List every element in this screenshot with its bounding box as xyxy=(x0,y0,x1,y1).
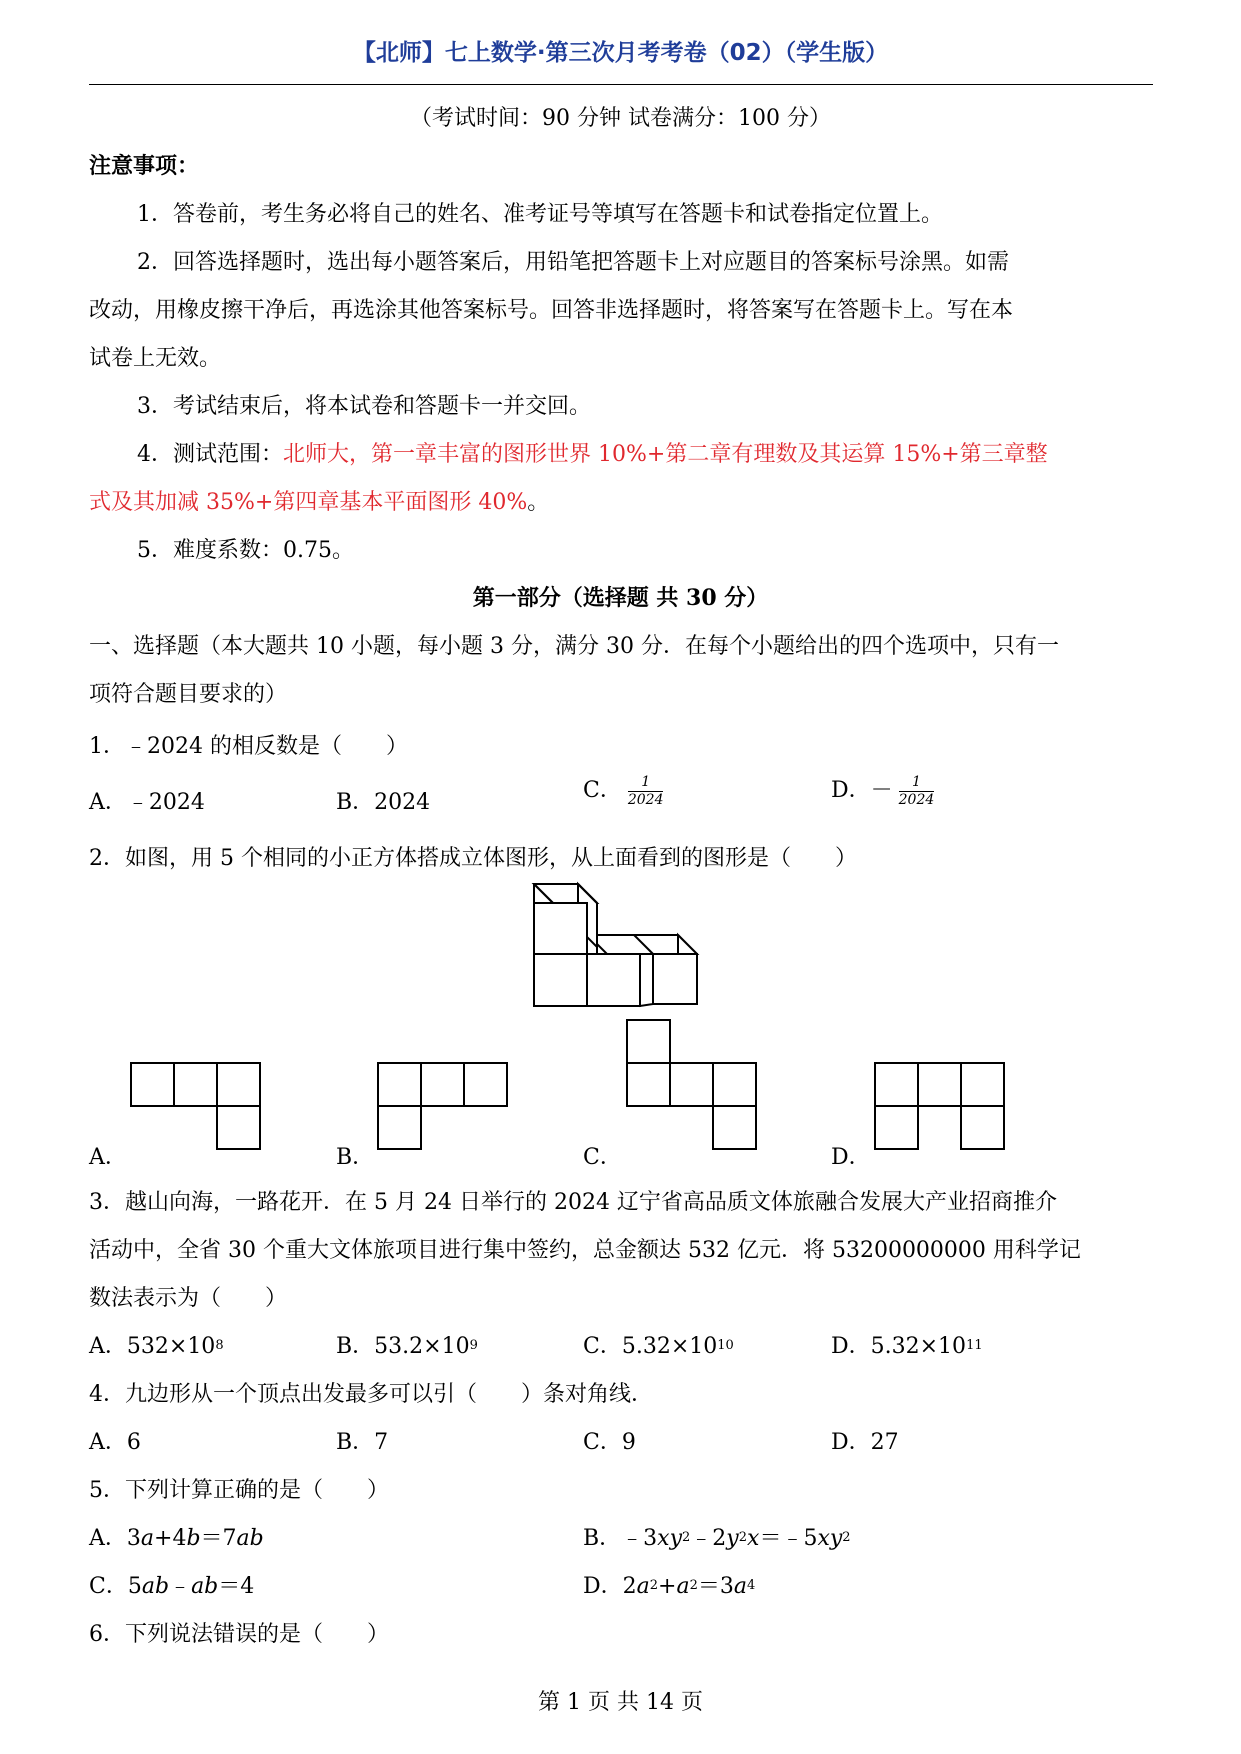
q1-option-a: A．﹣2024 xyxy=(89,790,205,815)
fraction-numerator: 1 xyxy=(899,774,935,792)
q3-option-d-base: D．5.32×10 xyxy=(831,1334,967,1359)
q5-option-d: D．$2a^2+a^2=3a^4$ xyxy=(583,1574,756,1599)
q4-option-c: C．9 xyxy=(583,1430,636,1455)
q3-stem-line-3: 数法表示为（ ） xyxy=(89,1286,288,1311)
q3-option-c-exponent: 10 xyxy=(717,1338,734,1353)
q3-stem-line-2: 活动中，全省 30 个重大文体旅项目进行集中签约，总金额达 532 亿元．将 53200000000 用科学记 xyxy=(89,1238,1081,1263)
fraction-numerator: 1 xyxy=(628,774,664,792)
notes-item-4-suffix: 。 xyxy=(527,490,550,515)
notes-heading: 注意事项： xyxy=(89,153,200,179)
q3-option-b-exponent: 9 xyxy=(469,1338,478,1353)
notes-item-5: 5．难度系数：0.75。 xyxy=(137,538,354,563)
q2-stem: 2．如图，用 5 个相同的小正方体搭成立体图形，从上面看到的图形是（ ） xyxy=(89,846,857,871)
q3-option-a xyxy=(89,1329,224,1360)
notes-item-4-prefix: 4．测试范围： xyxy=(137,442,283,467)
q3-option-a-base: A．532×10 xyxy=(89,1334,216,1359)
q4-option-b: B．7 xyxy=(336,1430,389,1455)
q1-option-d-label: D．－ xyxy=(831,778,893,803)
notes-item-2-line-1: 2．回答选择题时，选出每小题答案后，用铅笔把答题卡上对应题目的答案标号涂黑。如需 xyxy=(137,250,1010,275)
q6-stem: 6．下列说法错误的是（ ） xyxy=(89,1622,389,1647)
page-header-title: 【北师】七上数学·第三次月考考卷（02）（学生版） xyxy=(352,40,889,66)
q2-option-a-figure xyxy=(131,1063,260,1149)
notes-item-1: 1．答卷前，考生务必将自己的姓名、准考证号等填写在答题卡和试卷指定位置上。 xyxy=(137,202,943,227)
q2-option-c: C． xyxy=(583,1145,622,1170)
notes-item-2-line-3: 试卷上无效。 xyxy=(89,346,222,371)
test-scope-text: 北师大，第一章丰富的图形世界 10%+第二章有理数及其运算 15%+第三章整 xyxy=(283,442,1048,467)
test-scope-text-2: 式及其加减 35%+第四章基本平面图形 40% xyxy=(89,490,528,515)
q3-option-c-base: C．5.32×10 xyxy=(583,1334,718,1359)
q2-option-c-figure xyxy=(627,1020,756,1149)
q2-option-d-figure xyxy=(875,1063,1004,1149)
q2-option-b-figure xyxy=(378,1063,507,1149)
q3-option-d-exponent: 11 xyxy=(966,1338,983,1353)
q1-option-b: B．2024 xyxy=(336,790,431,815)
q2-option-a: A． xyxy=(89,1145,127,1170)
part1-title: 第一部分（选择题 共 30 分） xyxy=(472,585,769,611)
q1-stem: 1．﹣2024 的相反数是（ ） xyxy=(89,734,408,759)
q4-stem: 4．九边形从一个顶点出发最多可以引（ ）条对角线． xyxy=(89,1382,653,1407)
part1-intro-line-2: 项符合题目要求的） xyxy=(89,682,288,707)
q1-option-c-label: C． xyxy=(583,778,622,803)
q3-option-b xyxy=(336,1329,478,1360)
q4-option-a: A．6 xyxy=(89,1430,141,1455)
q3-option-a-exponent: 8 xyxy=(215,1338,224,1353)
notes-item-3: 3．考试结束后，将本试卷和答题卡一并交回。 xyxy=(137,394,591,419)
q3-option-c xyxy=(583,1329,734,1360)
part1-intro-line-1: 一、选择题（本大题共 10 小题，每小题 3 分，满分 30 分．在每个小题给出的四个选项中，只有一 xyxy=(89,634,1059,659)
q2-option-d: D． xyxy=(831,1145,871,1170)
q5-option-c: C．5ab﹣ab＝4 xyxy=(89,1574,255,1599)
q2-option-b: B． xyxy=(336,1145,375,1170)
q4-option-d: D．27 xyxy=(831,1430,899,1455)
q5-option-b: B．$﹣3xy^2﹣2y^2x=﹣5xy^2$ xyxy=(583,1526,851,1551)
q5-stem: 5．下列计算正确的是（ ） xyxy=(89,1478,389,1503)
q3-option-b-base: B．53.2×10 xyxy=(336,1334,470,1359)
page-footer: 第 1 页 共 14 页 xyxy=(538,1690,703,1715)
q3-option-d xyxy=(831,1329,983,1360)
fraction-denominator: 2024 xyxy=(627,791,664,808)
fraction-denominator: 2024 xyxy=(898,791,935,808)
q3-stem-line-1: 3．越山向海，一路花开．在 5 月 24 日举行的 2024 辽宁省高品质文体旅融合发展大产业招商推介 xyxy=(89,1190,1057,1215)
q5-option-a: A．3a+4b＝7ab xyxy=(89,1526,264,1551)
notes-item-2-line-2: 改动，用橡皮擦干净后，再选涂其他答案标号。回答非选择题时，将答案写在答题卡上。写在本 xyxy=(89,298,1014,323)
exam-info: （考试时间：90 分钟 试卷满分：100 分） xyxy=(410,106,831,131)
